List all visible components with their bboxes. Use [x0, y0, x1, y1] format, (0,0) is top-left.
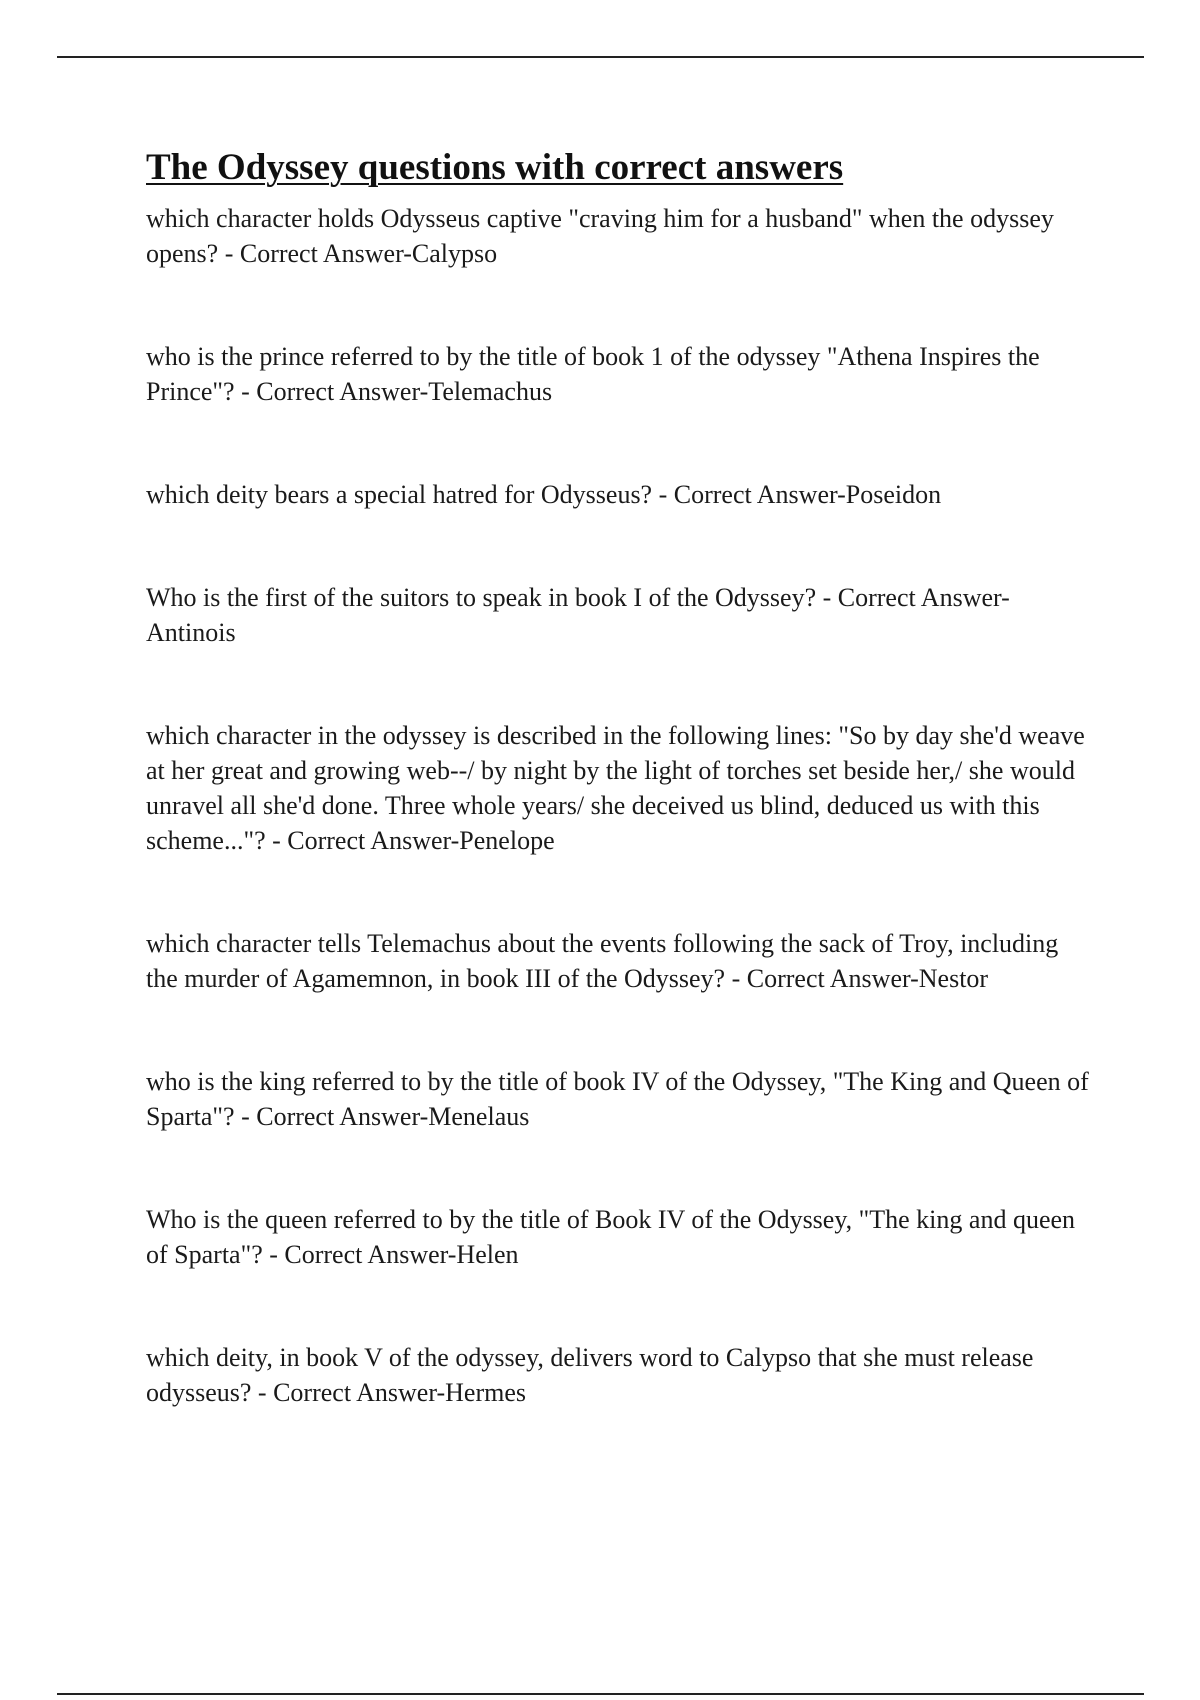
question-item: which character holds Odysseus captive "craving him for a husband" when the odyssey opens? - Correct Answer-Calypso: [146, 204, 1054, 268]
question-item: who is the king referred to by the title of book IV of the Odyssey, "The King and Queen of Sparta"? - Correct Answer-Menelaus: [146, 1067, 1089, 1131]
header-rule: [57, 56, 1144, 58]
question-item: which character in the odyssey is described in the following lines: "So by day she'd weave at her great and growing web--/ by night by the light of torches set beside her,/ she would unravel all she'd done. Three whole years/ she deceived us blind, deduced us with this scheme..."? - Correct Answer-Penelope: [146, 721, 1085, 855]
question-item: which deity, in book V of the odyssey, delivers word to Calypso that she must release odysseus? - Correct Answer-Hermes: [146, 1343, 1034, 1407]
question-item: Who is the queen referred to by the title of Book IV of the Odyssey, "The king and queen of Sparta"? - Correct Answer-Helen: [146, 1205, 1076, 1269]
document-title: The Odyssey questions with correct answers: [146, 147, 844, 188]
document-body: [146, 146, 1096, 1478]
question-list: [146, 201, 1096, 1410]
question-item: who is the prince referred to by the title of book 1 of the odyssey "Athena Inspires the Prince"? - Correct Answer-Telemachus: [146, 342, 1040, 406]
question-item: which character tells Telemachus about the events following the sack of Troy, including the murder of Agamemnon, in book III of the Odyssey? - Correct Answer-Nestor: [146, 929, 1059, 993]
question-item: which deity bears a special hatred for Odysseus? - Correct Answer-Poseidon: [146, 480, 942, 509]
footer-rule: [57, 1693, 1144, 1695]
question-item: Who is the first of the suitors to speak in book I of the Odyssey? - Correct Answer-Antinois: [146, 583, 1010, 647]
